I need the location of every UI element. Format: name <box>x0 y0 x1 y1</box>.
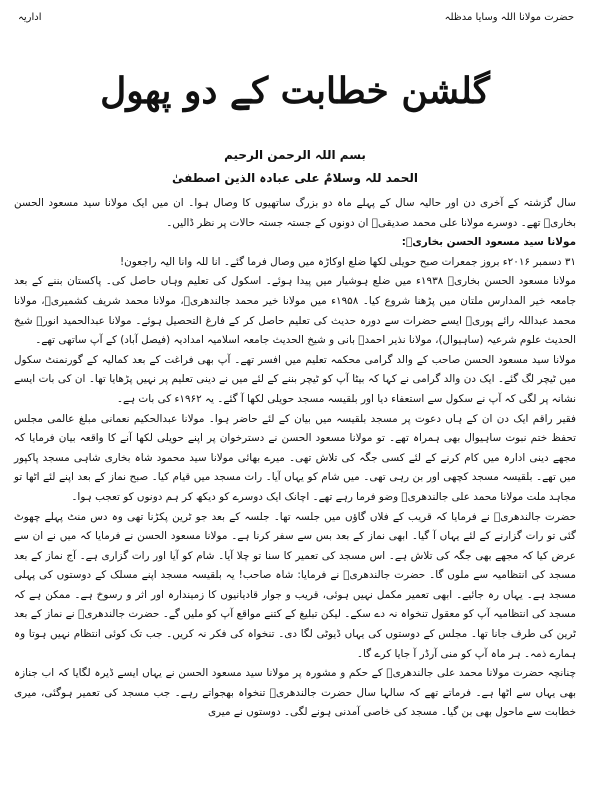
author-header: حضرت مولانا اللہ وسایا مدظلہ <box>444 12 574 23</box>
section-label: اداریہ <box>18 12 42 23</box>
hamd-line: الحمد للہ وسلامٌ علی عبادہ الذین اصطفیٰ <box>172 171 418 185</box>
paragraph: چنانچہ حضرت مولانا محمد علی جالندھریؒ کے حکم و مشورہ پر مولانا سید مسعود الحسن نے یہاں ایسے ڈیرہ لگایا کہ اب جنازہ بھی یہاں سے اٹھا ہے۔ فرماتے تھے کہ سالہا سال حضرت جالندھریؒ تنخواہ بھجواتے رہے۔ جب مسجد کی تعمیر ہوگئی، میری خطابت سے ماحول بھی بن گیا۔ مسجد کی خاصی آمدنی ہونے لگی۔ دوستوں نے میری <box>14 667 576 719</box>
paragraph-intro: سال گزشتہ کے آخری دن اور حالیہ سال کے پہلے ماہ دو بزرگ ساتھیوں کا وصال ہوا۔ ان میں ایک مولانا سید مسعود الحسن بخاریؒ تھے۔ دوسرے مولانا علی محمد صدیقیؒ ان دونوں کے جستہ جستہ حالات پر نظر ڈالیں۔ <box>14 197 576 229</box>
paragraph-date: ۳۱ دسمبر ۲۰۱۶ء بروز جمعرات صبح حویلی لکھا ضلع اوکاڑہ میں وصال فرما گئے۔ انا للہ وانا الیہ راجعون! <box>119 255 576 268</box>
basmala-line: بسم اللہ الرحمن الرحیم <box>224 148 366 162</box>
subheading: مولانا سید مسعود الحسن بخاریؒ: <box>401 236 576 249</box>
article-title: گلشن خطابت کے دو پھول <box>100 70 490 112</box>
paragraph: حضرت جالندھریؒ نے فرمایا کہ قریب کے فلاں گاؤں میں جلسہ تھا۔ جلسہ کے بعد جو ٹرین پکڑنا تھی وہ دس منٹ پہلے چھوٹ گئی تو رات گزارنے کے لئے یہاں آ گیا۔ ابھی نماز کے بعد بس سے سفر کرنا ہے۔ مولانا مسعود الحسن نے فرمایا کہ میں نے ان سے عرض کیا کہ مجھے بھی جگہ کی تلاش ہے۔ اس مسجد کی تعمیر کا سنا تو چلا آیا۔ شام کو آیا اور رات گزاری ہے۔ آج نماز کے بعد مسجد کی انتظامیہ سے ملوں گا۔ حضرت جالندھریؒ نے فرمایا: شاہ صاحب! یہ بلقیسہ مسجد اپنے مسلک کے دوستوں کی پہلی مسجد ہے۔ یہاں رہ جائیے۔ ابھی تعمیر مکمل نہیں ہوئی، قریب و جوار قادیانیوں کا زمیندارہ اور اثر و رسوخ ہے۔ ممکن ہے کہ مسجد کی انتظامیہ آپ کو معقول تنخواہ نہ دے سکے۔ لیکن تبلیغ کے کتنے مواقع آپ کو ملیں گے۔ حضرت جالندھریؒ نے نماز کے بعد ٹرین کی طرف جانا تھا۔ مجلس کے دوستوں کی یہاں ڈیوٹی لگا دی۔ تنخواہ کی فکر نہ کریں۔ جب تک کوئی انتظام نہیں ہوتا وہ ہمارے ذمہ۔ ہر ماہ آپ کو منی آرڈر آ جایا کرے گا۔ <box>14 510 576 660</box>
paragraph: مولانا مسعود الحسن بخاریؒ ۱۹۳۸ء میں ضلع ہوشیار میں پیدا ہوئے۔ اسکول کی تعلیم وہاں حاصل کی۔ پاکستان بننے کے بعد جامعہ خیر المدارس ملتان میں پڑھنا شروع کیا۔ ۱۹۵۸ء میں مولانا خیر محمد جالندھریؒ، مولانا محمد شریف کشمیریؒ، مولانا محمد عبداللہ رائے پوریؒ ایسے حضرات سے دورہ حدیث کی تعلیم حاصل کر کے فارغ التحصیل ہوئے۔ مولانا عبدالحمید انورؒ شیخ الحدیث علوم شرعیہ (ساہیوال)، مولانا نذیر احمدؒ بانی و شیخ الحدیث جامعہ اسلامیہ امدادیہ (فیصل آباد) کے آپ ساتھی تھے۔ <box>14 275 576 347</box>
paragraph: فقیر راقم ایک دن ان کے ہاں دعوت پر مسجد بلقیسہ میں بیان کے لئے حاضر ہوا۔ مولانا عبدالحکیم نعمانی مبلغ عالمی مجلس تحفظ ختم نبوت ساہیوال بھی ہمراہ تھے۔ تو مولانا مسعود الحسن نے دسترخوان پر اپنے حویلی لکھا آنے کا واقعہ بیان فرمایا کہ مجھے دینی ادارہ میں کام کرنے کے لئے کسی جگہ کی تلاش تھی۔ میرے بھائی مولانا سید محمود شاہ بخاری شاہی مسجد پاکپور میں تھے۔ بلقیسہ مسجد کچھی اور بن رہی تھی۔ میں شام کو یہاں آیا۔ رات مسجد میں قیام کیا۔ صبح نماز کے بعد اپنے لئے اٹھا تو مجاہد ملت مولانا محمد علی جالندھریؒ وضو فرما رہے تھے۔ اچانک ایک دوسرے کو دیکھ کر ہم دونوں کو تعجب ہوا۔ <box>14 412 576 503</box>
article-body <box>14 194 576 723</box>
paragraph: مولانا سید مسعود الحسن صاحب کے والد گرامی محکمہ تعلیم میں افسر تھے۔ آپ بھی فراغت کے بعد کمالیہ کے گورنمنٹ سکول میں ٹیچر لگ گئے۔ ایک دن والد گرامی نے کہا کہ بیٹا آپ کو ٹیچر بننے کے لئے میں نے دینی تعلیم پر نہیں پڑھایا تھا۔ ان کی بات ایسے نشانہ پر لگی کہ آپ نے سکول سے استعفاء دیا اور بلقیسہ مسجد حویلی لکھا آ گئے۔ یہ ۱۹۶۲ء کی بات ہے۔ <box>14 353 576 405</box>
